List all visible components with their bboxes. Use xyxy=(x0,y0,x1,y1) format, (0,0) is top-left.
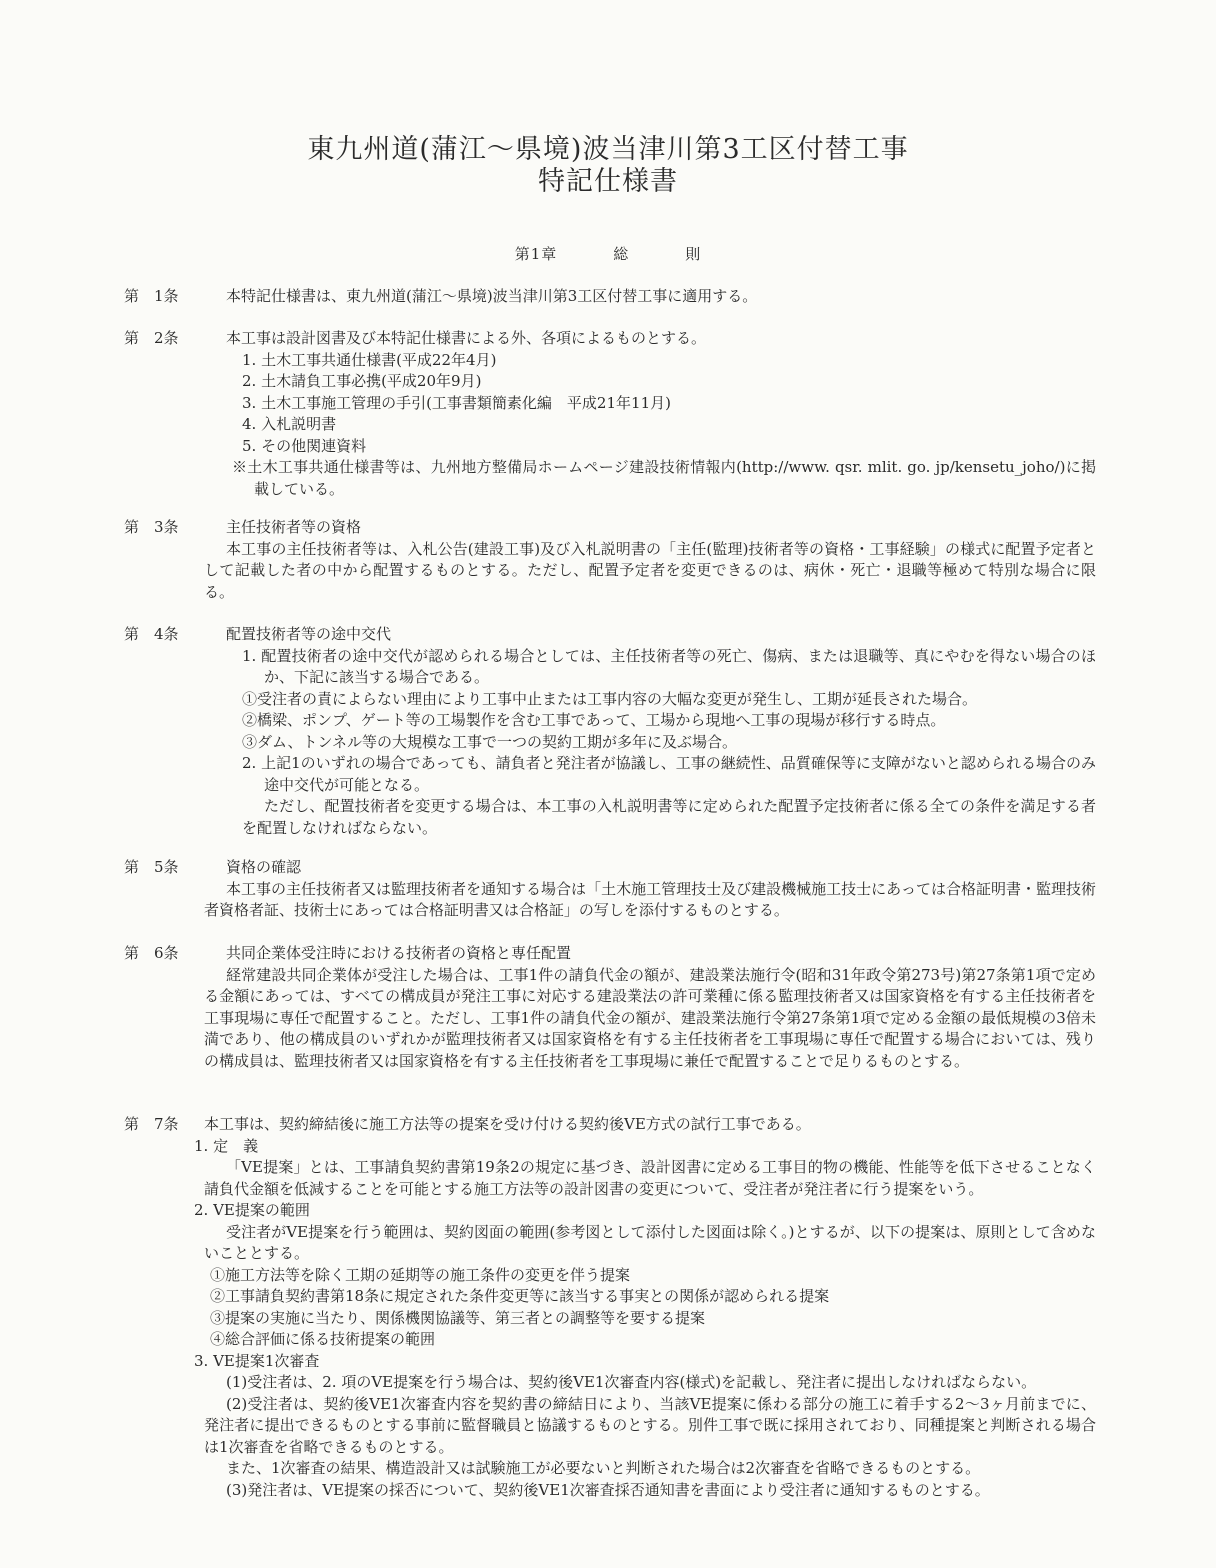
article-text: 本特記仕様書は、東九州道(蒲江～県境)波当津川第3工区付替工事に適用する。 xyxy=(226,287,758,305)
article-number: 第 4条 xyxy=(124,625,179,643)
section-body: (1)受注者は、2. 項のVE提案を行う場合は、契約後VE1次審査内容(様式)を記載し、発注者に提出しなければならない。 xyxy=(226,1373,1037,1391)
article-4 xyxy=(124,624,1096,839)
list-item: ④総合評価に係る技術提案の範囲 xyxy=(210,1330,436,1348)
section-title: 1. 定 義 xyxy=(194,1136,259,1155)
section-body: 受注者がVE提案を行う範囲は、契約図面の範囲(参考図として添付した図面は除く。)とするが、以下の提案は、原則として含めないこととする。 xyxy=(204,1222,1096,1262)
article-body: 経常建設共同企業体が受注した場合は、工事1件の請負代金の額が、建設業法施行令(昭和31年政令第273号)第27条第1項で定める金額にあっては、すべての構成員が発注工事に対応する建設業法の許可業種に係る監理技術者又は国家資格を有する主任技術者を工事現場に専任で配置すること。ただし、工事1件の請負代金の額が、建設業法施行令第27条第1項で定める金額の最低規模の3倍未満であり、他の構成員のいずれかが監理技術者又は国家資格を有する主任技術者を工事現場に専任で配置する場合においては、残りの構成員は、監理技術者又は国家資格を有する主任技術者を工事現場に兼任で配置することで足りるものとする。 xyxy=(204,965,1096,1070)
list-item-continuation: ただし、配置技術者を変更する場合は、本工事の入札説明書等に定められた配置予定技術者に係る全ての条件を満足する者を配置しなければならない。 xyxy=(242,797,1096,837)
article-heading: 主任技術者等の資格 xyxy=(226,518,362,536)
section-body: (2)受注者は、契約後VE1次審査内容を契約書の締結日により、当該VE提案に係わる部分の施工に着手する2～3ヶ月前までに、発注者に提出できるものとする事前に監督職員と協議するものとする。別件工事で既に採用されており、同種提案と判断される場合は1次審査を省略できるものとする。 xyxy=(204,1394,1096,1456)
article-number: 第 7条 xyxy=(124,1115,179,1133)
reference-note: ※土木工事共通仕様書等は、九州地方整備局ホームページ建設技術情報内(http://www. qsr. mlit. go. jp/kensetu_joho/)に掲載している。 xyxy=(232,458,1096,498)
chapter-word-1: 総 xyxy=(613,245,630,263)
article-1 xyxy=(124,286,1096,308)
article-6 xyxy=(124,943,1096,1072)
list-item: ②工事請負契約書第18条に規定された条件変更等に該当する事実との関係が認められる提案 xyxy=(210,1287,830,1305)
list-item: ③提案の実施に当たり、関係機関協議等、第三者との調整等を要する提案 xyxy=(210,1308,706,1327)
chapter-word-2: 則 xyxy=(685,245,702,263)
title-line-1: 東九州道(蒲江～県境)波当津川第3工区付替工事 xyxy=(307,134,909,165)
article-heading: 配置技術者等の途中交代 xyxy=(226,625,392,643)
article-5 xyxy=(124,857,1096,922)
section-title: 3. VE提案1次審査 xyxy=(194,1351,320,1370)
article-number: 第 5条 xyxy=(124,858,179,876)
article-body: 本工事の主任技術者又は監理技術者を通知する場合は「土木施工管理技士及び建設機械施工技士にあっては合格証明書・監理技術者資格者証、技術士にあっては合格証明書又は合格証」の写しを添付するものとする。 xyxy=(204,879,1096,919)
article-text: 本工事は、契約締結後に施工方法等の提案を受け付ける契約後VE方式の試行工事である。 xyxy=(204,1115,811,1133)
article-body: 本工事の主任技術者等は、入札公告(建設工事)及び入札説明書の「主任(監理)技術者等の資格・工事経験」の様式に配置予定者として記載した者の中から配置するものとする。ただし、配置予定者を変更できるのは、病休・死亡・退職等極めて特別な場合に限る。 xyxy=(204,539,1096,601)
article-number: 第 2条 xyxy=(124,329,179,347)
list-item: ②橋梁、ポンプ、ゲート等の工場製作を含む工事であって、工場から現地へ工事の現場が移行する時点。 xyxy=(242,711,946,729)
article-3 xyxy=(124,517,1096,603)
chapter-number: 第1章 xyxy=(514,245,558,263)
article-number: 第 1条 xyxy=(124,287,179,305)
section-body: また、1次審査の結果、構造設計又は試験施工が必要ないと判断された場合は2次審査を省略できるものとする。 xyxy=(226,1459,981,1477)
article-2 xyxy=(124,328,1096,500)
list-item: ①受注者の責によらない理由により工事中止または工事内容の大幅な変更が発生し、工期が延長された場合。 xyxy=(242,689,978,708)
list-item: 1. 配置技術者の途中交代が認められる場合としては、主任技術者等の死亡、傷病、または退職等、真にやむを得ない場合のほか、下記に該当する場合である。 xyxy=(242,646,1096,686)
title-line-2: 特記仕様書 xyxy=(538,166,678,197)
section-title: 2. VE提案の範囲 xyxy=(194,1201,310,1219)
document-title xyxy=(0,134,1216,198)
list-item: 5. その他関連資料 xyxy=(242,436,367,455)
article-heading: 共同企業体受注時における技術者の資格と専任配置 xyxy=(226,944,572,962)
list-item: 3. 土木工事施工管理の手引(工事書類簡素化編 平成21年11月) xyxy=(242,393,671,412)
article-text: 本工事は設計図書及び本特記仕様書による外、各項によるものとする。 xyxy=(226,329,707,347)
article-number: 第 6条 xyxy=(124,944,179,962)
list-item: ①施工方法等を除く工期の延期等の施工条件の変更を伴う提案 xyxy=(210,1265,631,1284)
chapter-heading xyxy=(0,243,1216,264)
list-item: 2. 上記1のいずれの場合であっても、請負者と発注者が協議し、工事の継続性、品質確保等に支障がないと認められる場合のみ途中交代が可能となる。 xyxy=(242,754,1096,794)
list-item: 1. 土木工事共通仕様書(平成22年4月) xyxy=(242,350,497,369)
section-body: (3)発注者は、VE提案の採否について、契約後VE1次審査採否通知書を書面により受注者に通知するものとする。 xyxy=(226,1480,990,1499)
list-item: ③ダム、トンネル等の大規模な工事で一つの契約工期が多年に及ぶ場合。 xyxy=(242,732,738,751)
article-7 xyxy=(124,1114,1096,1501)
article-number: 第 3条 xyxy=(124,518,179,536)
list-item: 2. 土木請負工事必携(平成20年9月) xyxy=(242,372,482,390)
section-body: 「VE提案」とは、工事請負契約書第19条2の規定に基づき、設計図書に定める工事目的物の機能、性能等を低下させることなく請負代金額を低減することを可能とする施工方法等の設計図書の変更について、受注者が発注者に行う提案をいう。 xyxy=(204,1158,1096,1198)
article-heading: 資格の確認 xyxy=(226,858,302,876)
list-item: 4. 入札説明書 xyxy=(242,415,337,433)
